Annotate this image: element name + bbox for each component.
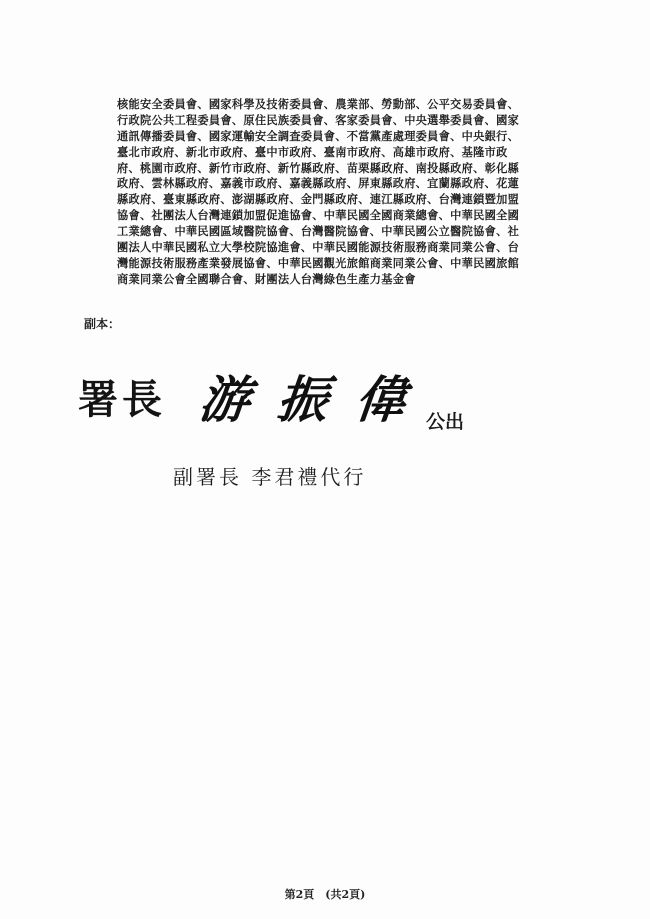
recipients-line: 縣政府、臺東縣政府、澎湖縣政府、金門縣政府、連江縣政府、台灣連鎖暨加盟 [117,192,520,207]
page-number: 第2頁 (共2頁) [284,888,366,901]
recipients-line: 協會、社團法人台灣連鎖加盟促進協會、中華民國全國商業總會、中華民國全國 [117,208,520,223]
signature-stamp [78,360,498,440]
recipients-line: 工業總會、中華民國區域醫院協會、台灣醫院協會、中華民國公立醫院協會、社 [117,224,520,239]
recipients-line: 商業同業公會全國聯合會、財團法人台灣綠色生產力基金會 [117,271,416,286]
signature-title: 署長 [78,376,166,423]
acting-official-line: 副署長 李君禮代行 [173,465,367,489]
copy-label: 副本： [84,317,121,331]
recipients-line: 行政院公共工程委員會、原住民族委員會、客家委員會、中央選舉委員會、國家 [117,112,520,127]
recipients-line: 灣能源技術服務產業發展協會、中華民國觀光旅館商業同業公會、中華民國旅館 [117,255,520,270]
recipients-line: 臺北市政府、新北市政府、臺中市政府、臺南市政府、高雄市政府、基隆市政 [117,144,508,159]
recipients-line: 府、桃園市政府、新竹市政府、新竹縣政府、苗栗縣政府、南投縣政府、彰化縣 [117,160,520,175]
recipients-line: 團法人中華民國私立大學校院協進會、中華民國能源技術服務商業同業公會、台 [117,240,520,255]
recipients-line: 政府、雲林縣政府、嘉義市政府、嘉義縣政府、屏東縣政府、宜蘭縣政府、花蓮 [117,176,520,191]
recipients-line: 核能安全委員會、國家科學及技術委員會、農業部、勞動部、公平交易委員會、 [117,97,520,111]
recipients-line: 通訊傳播委員會、國家運輸安全調查委員會、不當黨產處理委員會、中央銀行、 [117,128,520,143]
recipients-list [117,97,585,288]
signature-suffix: 公出 [426,411,465,433]
signature-name: 游振偉 [196,370,437,429]
